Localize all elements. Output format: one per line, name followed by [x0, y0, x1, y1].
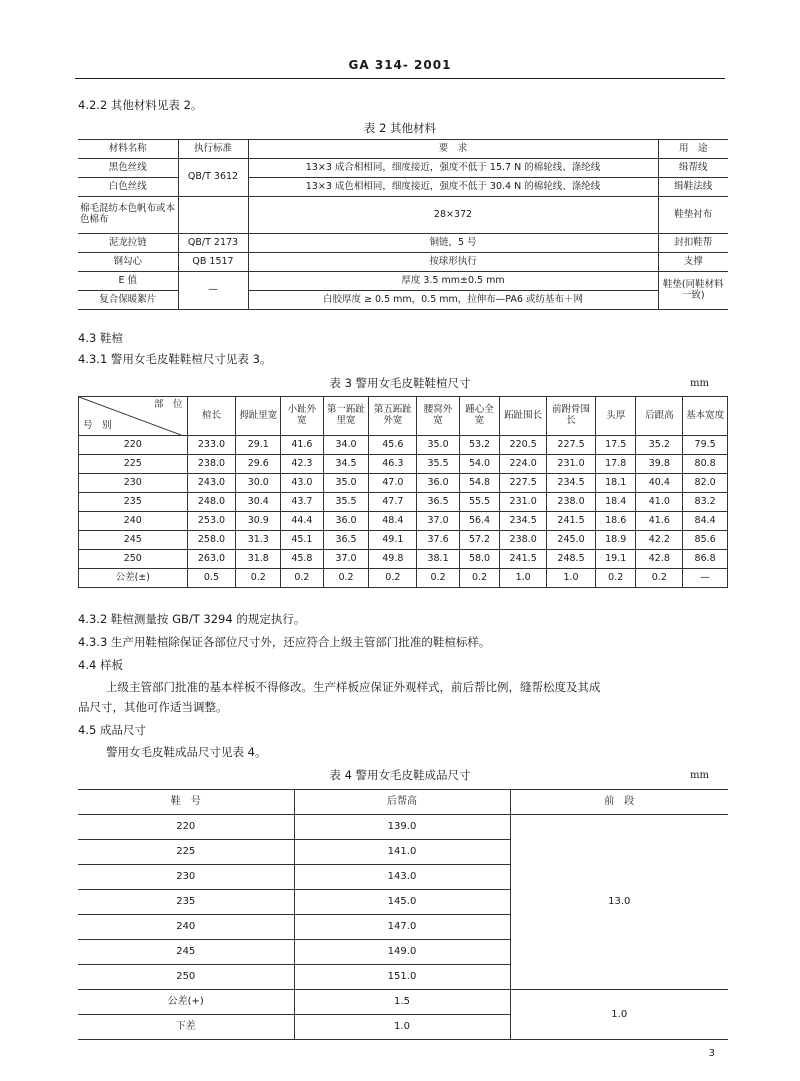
table3-cell: 29.6: [236, 455, 281, 474]
table3-cell: 35.5: [417, 455, 460, 474]
table3-cell: 80.8: [683, 455, 728, 474]
table-row: [78, 253, 728, 272]
table-row: [78, 234, 728, 253]
table3-cell: —: [683, 569, 728, 588]
table3-cell: 263.0: [187, 550, 236, 569]
table3-cell: 0.5: [187, 569, 236, 588]
section-4-3-1: 4.3.1 警用女毛皮鞋鞋楦尺寸见表 3。: [78, 352, 272, 366]
table2-cell: 棉毛混纺本色帆布或本色棉布: [78, 197, 178, 234]
table3-cell: 53.2: [459, 436, 499, 455]
table3-cell: 31.8: [236, 550, 281, 569]
section-4-2-2: 4.2.2 其他材料见表 2。: [78, 98, 203, 112]
table3-cell: 248.5: [547, 550, 596, 569]
table3-header-cell: 第五跖趾外宽: [369, 397, 417, 436]
paragraph-4-4-line1: 上级主管部门批准的基本样板不得修改。生产样板应保证外观样式，前后帮比例，缝帮松度及其成: [106, 680, 601, 694]
table4-cell: 139.0: [294, 815, 510, 840]
page-header: GA 314- 2001: [348, 58, 452, 72]
table4-tol-front-value: 1.0: [510, 990, 728, 1040]
table2-cell: [178, 197, 248, 234]
table3-cell: 43.0: [281, 474, 324, 493]
table3-corner-cell: [79, 397, 188, 436]
table2-cell: 支撑: [658, 253, 728, 272]
table3-row-label: 225: [79, 455, 188, 474]
table3-cell: 0.2: [369, 569, 417, 588]
table2-caption: 表 2 其他材料: [363, 121, 437, 135]
table3-cell: 233.0: [187, 436, 236, 455]
table-row: [78, 272, 728, 291]
table2-header-cell: 用 途: [658, 140, 728, 159]
table2-cell: QB/T 2173: [178, 234, 248, 253]
table3-cell: 0.2: [636, 569, 683, 588]
table4-header-row: [78, 790, 728, 815]
table4-cell: 149.0: [294, 940, 510, 965]
table2-cell: 铜链，5 号: [248, 234, 658, 253]
table3-row-label: 250: [79, 550, 188, 569]
table3-cell: 42.3: [281, 455, 324, 474]
table3-cell: 45.1: [281, 531, 324, 550]
table4-header-cell: 鞋 号: [78, 790, 294, 815]
table3-cell: 47.0: [369, 474, 417, 493]
table3-cell: 29.1: [236, 436, 281, 455]
table3-cell: 79.5: [683, 436, 728, 455]
table3-header-cell: 基本宽度: [683, 397, 728, 436]
table3-cell: 241.5: [500, 550, 547, 569]
table3-cell: 1.0: [547, 569, 596, 588]
table3-header-cell: 楦长: [187, 397, 236, 436]
table2-cell: 按球形执行: [248, 253, 658, 272]
table2-cell: 缉帮线: [658, 159, 728, 178]
table3-cell: 17.8: [596, 455, 636, 474]
table3-cell: 55.5: [459, 493, 499, 512]
table-2: [78, 139, 728, 310]
table-row: [79, 531, 728, 550]
table3-cell: 57.2: [459, 531, 499, 550]
table4-front-value: 13.0: [510, 815, 728, 990]
table3-cell: 36.5: [323, 531, 369, 550]
table4-cell: 230: [78, 865, 294, 890]
table3-cell: 49.1: [369, 531, 417, 550]
table3-cell: 0.2: [236, 569, 281, 588]
table3-cell: 42.8: [636, 550, 683, 569]
table4-unit: mm: [690, 770, 709, 781]
table-row: [78, 815, 728, 840]
table3-cell: 56.4: [459, 512, 499, 531]
table4-cell: 143.0: [294, 865, 510, 890]
table3-cell: 30.4: [236, 493, 281, 512]
table2-cell: 白色丝线: [78, 178, 178, 197]
table4-cell: 147.0: [294, 915, 510, 940]
table2-cell: 白胶厚度 ≥ 0.5 mm，0.5 mm，拉伸布—PA6 或纺基布＋网: [248, 291, 658, 310]
table2-cell: 28×372: [248, 197, 658, 234]
table3-cell: 49.8: [369, 550, 417, 569]
table3-cell: 37.0: [417, 512, 460, 531]
table2-cell: 缉鞋法线: [658, 178, 728, 197]
table-row: [78, 178, 728, 197]
table3-cell: 41.0: [636, 493, 683, 512]
table4-header-cell: 后帮高: [294, 790, 510, 815]
table3-row-label: 235: [79, 493, 188, 512]
table3-cell: 220.5: [500, 436, 547, 455]
table3-cell: 253.0: [187, 512, 236, 531]
table3-cell: 44.4: [281, 512, 324, 531]
table3-cell: 35.0: [323, 474, 369, 493]
table2-cell: 鞋垫衬布: [658, 197, 728, 234]
table3-header-cell: 第一跖趾里宽: [323, 397, 369, 436]
table3-header-cell: 跖趾围长: [500, 397, 547, 436]
table2-cell: 泥龙拉链: [78, 234, 178, 253]
table2-header-cell: 要 求: [248, 140, 658, 159]
table3-cell: 82.0: [683, 474, 728, 493]
table3-cell: 38.1: [417, 550, 460, 569]
table3-cell: 34.0: [323, 436, 369, 455]
section-4-3: 4.3 鞋楦: [78, 331, 123, 345]
table-row: [78, 159, 728, 178]
table3-cell: 238.0: [187, 455, 236, 474]
table-4: [78, 789, 728, 1040]
table2-header-row: [78, 140, 728, 159]
table4-tol-minus-label: 下差: [78, 1015, 294, 1040]
table2-cell: 钢勾心: [78, 253, 178, 272]
table4-tol-plus-value: 1.5: [294, 990, 510, 1015]
paragraph-4-4-line2: 品尺寸，其他可作适当调整。: [78, 700, 228, 714]
table3-cell: 227.5: [547, 436, 596, 455]
table2-header-cell: 材料名称: [78, 140, 178, 159]
table3-header-cell: 踵心全宽: [459, 397, 499, 436]
table4-cell: 220: [78, 815, 294, 840]
table3-row-label: 公差(±): [79, 569, 188, 588]
table3-cell: 37.0: [323, 550, 369, 569]
table4-cell: 151.0: [294, 965, 510, 990]
table3-cell: 0.2: [417, 569, 460, 588]
table3-cell: 17.5: [596, 436, 636, 455]
table3-cell: 245.0: [547, 531, 596, 550]
table4-cell: 250: [78, 965, 294, 990]
table4-cell: 240: [78, 915, 294, 940]
table4-cell: 225: [78, 840, 294, 865]
table2-cell: 13×3 成色相相同，细度接近，强度不低于 30.4 N 的棉轮线、涤纶线: [248, 178, 658, 197]
section-4-3-2: 4.3.2 鞋楦测量按 GB/T 3294 的规定执行。: [78, 612, 306, 626]
table3-cell: 58.0: [459, 550, 499, 569]
table3-body: [79, 436, 728, 588]
table2-cell: 厚度 3.5 mm±0.5 mm: [248, 272, 658, 291]
table3-cell: 42.2: [636, 531, 683, 550]
table3-cell: 83.2: [683, 493, 728, 512]
table2-cell: QB/T 3612: [178, 159, 248, 197]
table3-cell: 41.6: [281, 436, 324, 455]
table3-cell: 18.9: [596, 531, 636, 550]
table3-header-cell: 腰窝外宽: [417, 397, 460, 436]
table3-cell: 248.0: [187, 493, 236, 512]
section-4-5-text: 警用女毛皮鞋成品尺寸见表 4。: [106, 745, 267, 759]
table3-cell: 30.0: [236, 474, 281, 493]
table3-cell: 85.6: [683, 531, 728, 550]
table-row: [79, 569, 728, 588]
table4-header-cell: 前 段: [510, 790, 728, 815]
table3-cell: 18.1: [596, 474, 636, 493]
table-row: [79, 493, 728, 512]
corner-label-top: 部 位: [154, 399, 183, 410]
table2-cell: 13×3 成合相相同，细度接近，强度不低于 15.7 N 的棉轮线、涤纶线: [248, 159, 658, 178]
table3-row-label: 240: [79, 512, 188, 531]
table3-cell: 18.6: [596, 512, 636, 531]
table3-cell: 0.2: [281, 569, 324, 588]
table3-cell: 234.5: [500, 512, 547, 531]
table3-cell: 31.3: [236, 531, 281, 550]
table3-cell: 227.5: [500, 474, 547, 493]
table3-cell: 30.9: [236, 512, 281, 531]
table3-cell: 35.5: [323, 493, 369, 512]
table3-cell: 45.8: [281, 550, 324, 569]
table2-cell: 封扣鞋帮: [658, 234, 728, 253]
table3-cell: 40.4: [636, 474, 683, 493]
table3-cell: 0.2: [323, 569, 369, 588]
table3-row-label: 220: [79, 436, 188, 455]
table3-cell: 47.7: [369, 493, 417, 512]
table3-cell: 54.0: [459, 455, 499, 474]
table4-caption: 表 4 警用女毛皮鞋成品尺寸: [329, 768, 471, 782]
table3-cell: 18.4: [596, 493, 636, 512]
table3-cell: 39.8: [636, 455, 683, 474]
table3-cell: 238.0: [547, 493, 596, 512]
table3-header-row: [79, 397, 728, 436]
table3-cell: 35.2: [636, 436, 683, 455]
table-row: [79, 474, 728, 493]
table3-cell: 37.6: [417, 531, 460, 550]
table3-cell: 231.0: [547, 455, 596, 474]
table3-header-cell: 头厚: [596, 397, 636, 436]
table2-cell: 黑色丝线: [78, 159, 178, 178]
section-4-3-3: 4.3.3 生产用鞋楦除保证各部位尺寸外，还应符合上级主管部门批准的鞋楦标样。: [78, 635, 491, 649]
table4-cell: 235: [78, 890, 294, 915]
section-4-5: 4.5 成品尺寸: [78, 723, 146, 737]
table3-cell: 35.0: [417, 436, 460, 455]
table4-cell: 141.0: [294, 840, 510, 865]
table3-row-label: 230: [79, 474, 188, 493]
table3-cell: 0.2: [596, 569, 636, 588]
table3-cell: 1.0: [500, 569, 547, 588]
table-row: [78, 291, 728, 310]
table3-cell: 0.2: [459, 569, 499, 588]
table3-cell: 86.8: [683, 550, 728, 569]
table-row: [78, 990, 728, 1015]
table3-cell: 48.4: [369, 512, 417, 531]
table3-cell: 84.4: [683, 512, 728, 531]
table-row: [79, 550, 728, 569]
table3-cell: 243.0: [187, 474, 236, 493]
table3-cell: 41.6: [636, 512, 683, 531]
table3-cell: 234.5: [547, 474, 596, 493]
table3-cell: 45.6: [369, 436, 417, 455]
table3-cell: 238.0: [500, 531, 547, 550]
table2-header-cell: 执行标准: [178, 140, 248, 159]
table2-cell: 鞋垫(同鞋材料一致): [658, 272, 728, 310]
table-row: [79, 436, 728, 455]
table4-cell: 145.0: [294, 890, 510, 915]
table2-cell: —: [178, 272, 248, 310]
table3-header-cell: 前跗骨围长: [547, 397, 596, 436]
table3-cell: 258.0: [187, 531, 236, 550]
table3-cell: 224.0: [500, 455, 547, 474]
table-row: [79, 455, 728, 474]
table3-caption: 表 3 警用女毛皮鞋鞋楦尺寸: [329, 376, 471, 390]
table3-cell: 36.0: [323, 512, 369, 531]
header-rule: [75, 78, 725, 79]
table3-unit: mm: [690, 378, 709, 389]
table3-cell: 43.7: [281, 493, 324, 512]
table3-row-label: 245: [79, 531, 188, 550]
table3-cell: 54.8: [459, 474, 499, 493]
table3-header-cell: 拇趾里宽: [236, 397, 281, 436]
table3-cell: 36.5: [417, 493, 460, 512]
table4-tol-plus-label: 公差(+): [78, 990, 294, 1015]
table3-cell: 231.0: [500, 493, 547, 512]
table3-cell: 241.5: [547, 512, 596, 531]
table4-tol-minus-value: 1.0: [294, 1015, 510, 1040]
page-number: 3: [708, 1048, 715, 1059]
table-3: [78, 396, 728, 588]
table3-cell: 36.0: [417, 474, 460, 493]
table2-cell: QB 1517: [178, 253, 248, 272]
corner-label-bottom: 号 别: [83, 420, 112, 432]
table3-cell: 19.1: [596, 550, 636, 569]
section-4-4: 4.4 样板: [78, 658, 123, 672]
table3-cell: 46.3: [369, 455, 417, 474]
table3-header-cell: 小趾外宽: [281, 397, 324, 436]
table4-cell: 245: [78, 940, 294, 965]
table-row: [79, 512, 728, 531]
table3-cell: 34.5: [323, 455, 369, 474]
table3-header-cell: 后跟高: [636, 397, 683, 436]
table2-cell: E 值: [78, 272, 178, 291]
table-row: [78, 197, 728, 234]
table2-cell: 复合保暖絮片: [78, 291, 178, 310]
